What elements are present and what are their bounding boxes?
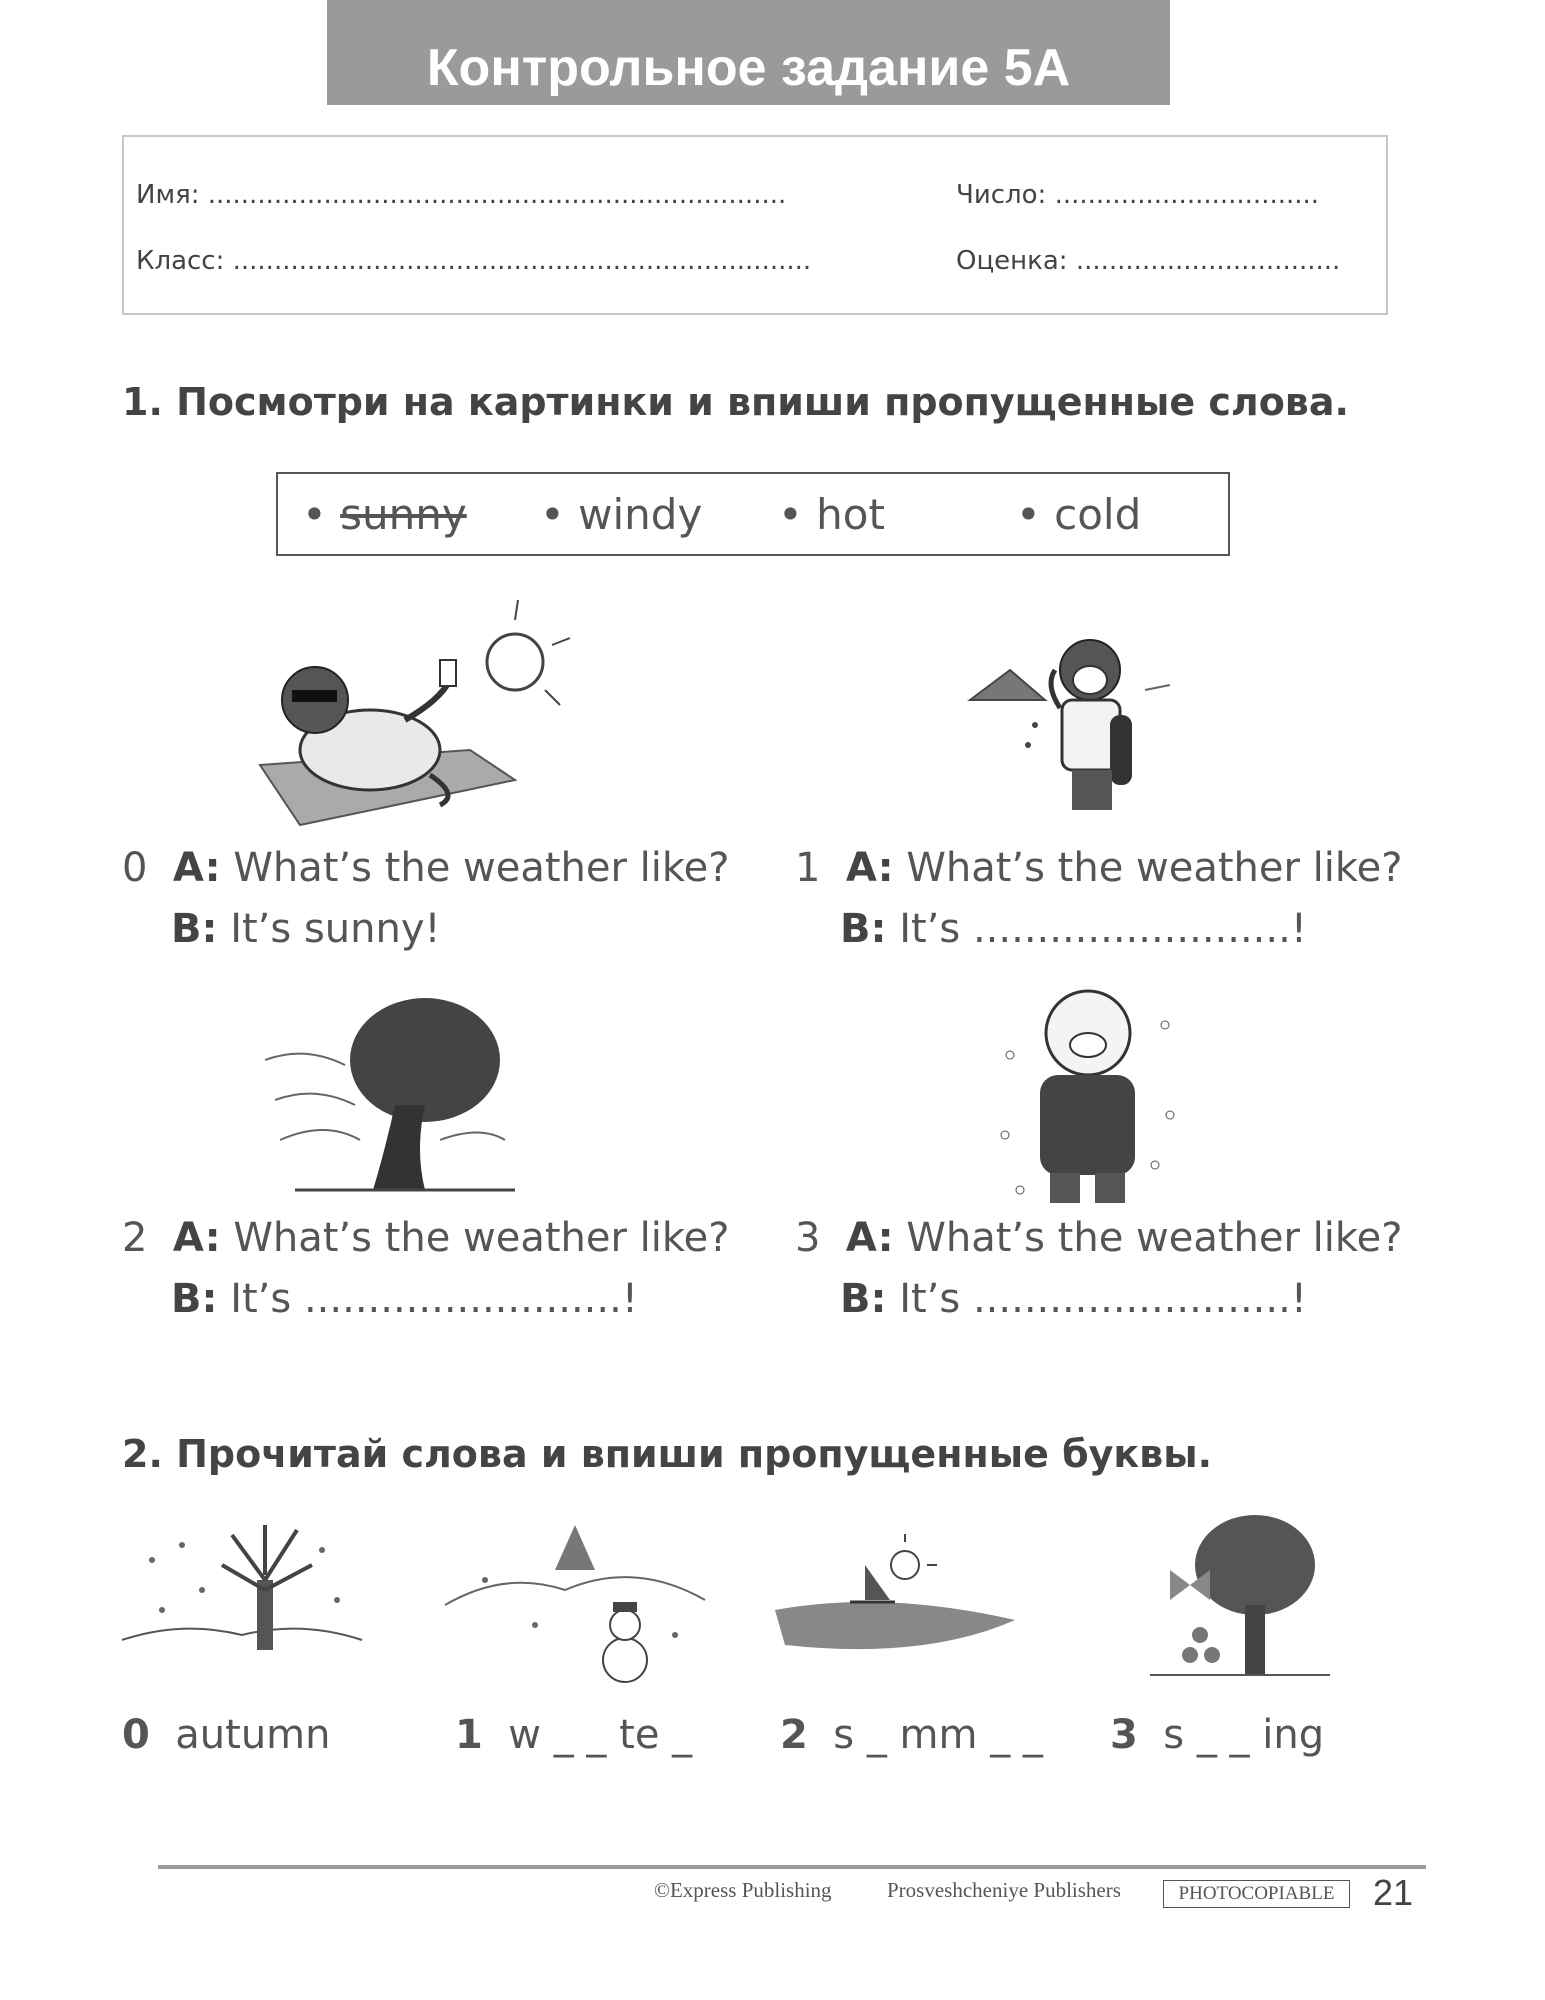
student-info-box bbox=[122, 135, 1388, 315]
page-number: 21 bbox=[1373, 1872, 1414, 1913]
page-title: Контрольное задание 5А bbox=[426, 39, 1071, 97]
class-row bbox=[136, 246, 811, 276]
class-field[interactable]: ...................................................................... bbox=[232, 246, 812, 276]
dialog-1: 1 A: What’s the weather like? bbox=[795, 845, 1403, 891]
word-bank-item: • hot bbox=[778, 490, 885, 539]
hot-illustration bbox=[960, 630, 1200, 830]
name-field[interactable]: ...................................................................... bbox=[207, 180, 787, 210]
grade-label: Оценка: bbox=[956, 246, 1068, 276]
spring-illustration bbox=[1150, 1515, 1330, 1685]
windy-illustration bbox=[265, 990, 525, 1200]
date-field[interactable]: ................................ bbox=[1054, 180, 1320, 210]
word-item-0: 0 autumn bbox=[122, 1712, 331, 1758]
cold-illustration bbox=[990, 985, 1190, 1210]
dialog-0-answer: B: It’s sunny! bbox=[171, 906, 441, 952]
publisher-prosveshcheniye: Prosveshcheniye Publishers bbox=[887, 1878, 1121, 1902]
word-bank-item: • windy bbox=[540, 490, 703, 539]
autumn-illustration bbox=[122, 1520, 362, 1665]
dialog-2-answer[interactable]: B: It’s .........................! bbox=[171, 1276, 638, 1322]
name-row bbox=[136, 180, 786, 210]
summer-illustration bbox=[765, 1530, 1025, 1660]
dialog-2: 2 A: What’s the weather like? bbox=[122, 1215, 730, 1261]
word-item-1[interactable]: 1 w _ _ te _ bbox=[455, 1712, 693, 1758]
dialog-0: 0 A: What’s the weather like? bbox=[122, 845, 730, 891]
sunny-illustration bbox=[240, 600, 580, 830]
dialog-3: 3 A: What’s the weather like? bbox=[795, 1215, 1403, 1261]
grade-row bbox=[956, 246, 1340, 276]
class-label: Класс: bbox=[136, 246, 225, 276]
publisher-express: ©Express Publishing bbox=[654, 1878, 832, 1902]
dialog-3-answer[interactable]: B: It’s .........................! bbox=[840, 1276, 1307, 1322]
word-item-3[interactable]: 3 s _ _ ing bbox=[1110, 1712, 1325, 1758]
date-row bbox=[956, 180, 1319, 210]
task1-heading: 1. Посмотри на картинки и впиши пропущенные слова. bbox=[122, 380, 1349, 424]
word-bank-item: • cold bbox=[1016, 490, 1142, 539]
winter-illustration bbox=[445, 1520, 705, 1680]
photocopiable-badge: PHOTOCOPIABLE bbox=[1163, 1880, 1350, 1908]
dialog-1-answer[interactable]: B: It’s .........................! bbox=[840, 906, 1307, 952]
grade-field[interactable]: ................................ bbox=[1075, 246, 1341, 276]
word-item-2[interactable]: 2 s _ mm _ _ bbox=[780, 1712, 1043, 1758]
footer-rule bbox=[158, 1865, 1426, 1869]
name-label: Имя: bbox=[136, 180, 200, 210]
word-bank-item: • sunny bbox=[302, 490, 467, 539]
date-label: Число: bbox=[956, 180, 1047, 210]
task2-heading: 2. Прочитай слова и впиши пропущенные буквы. bbox=[122, 1432, 1213, 1476]
